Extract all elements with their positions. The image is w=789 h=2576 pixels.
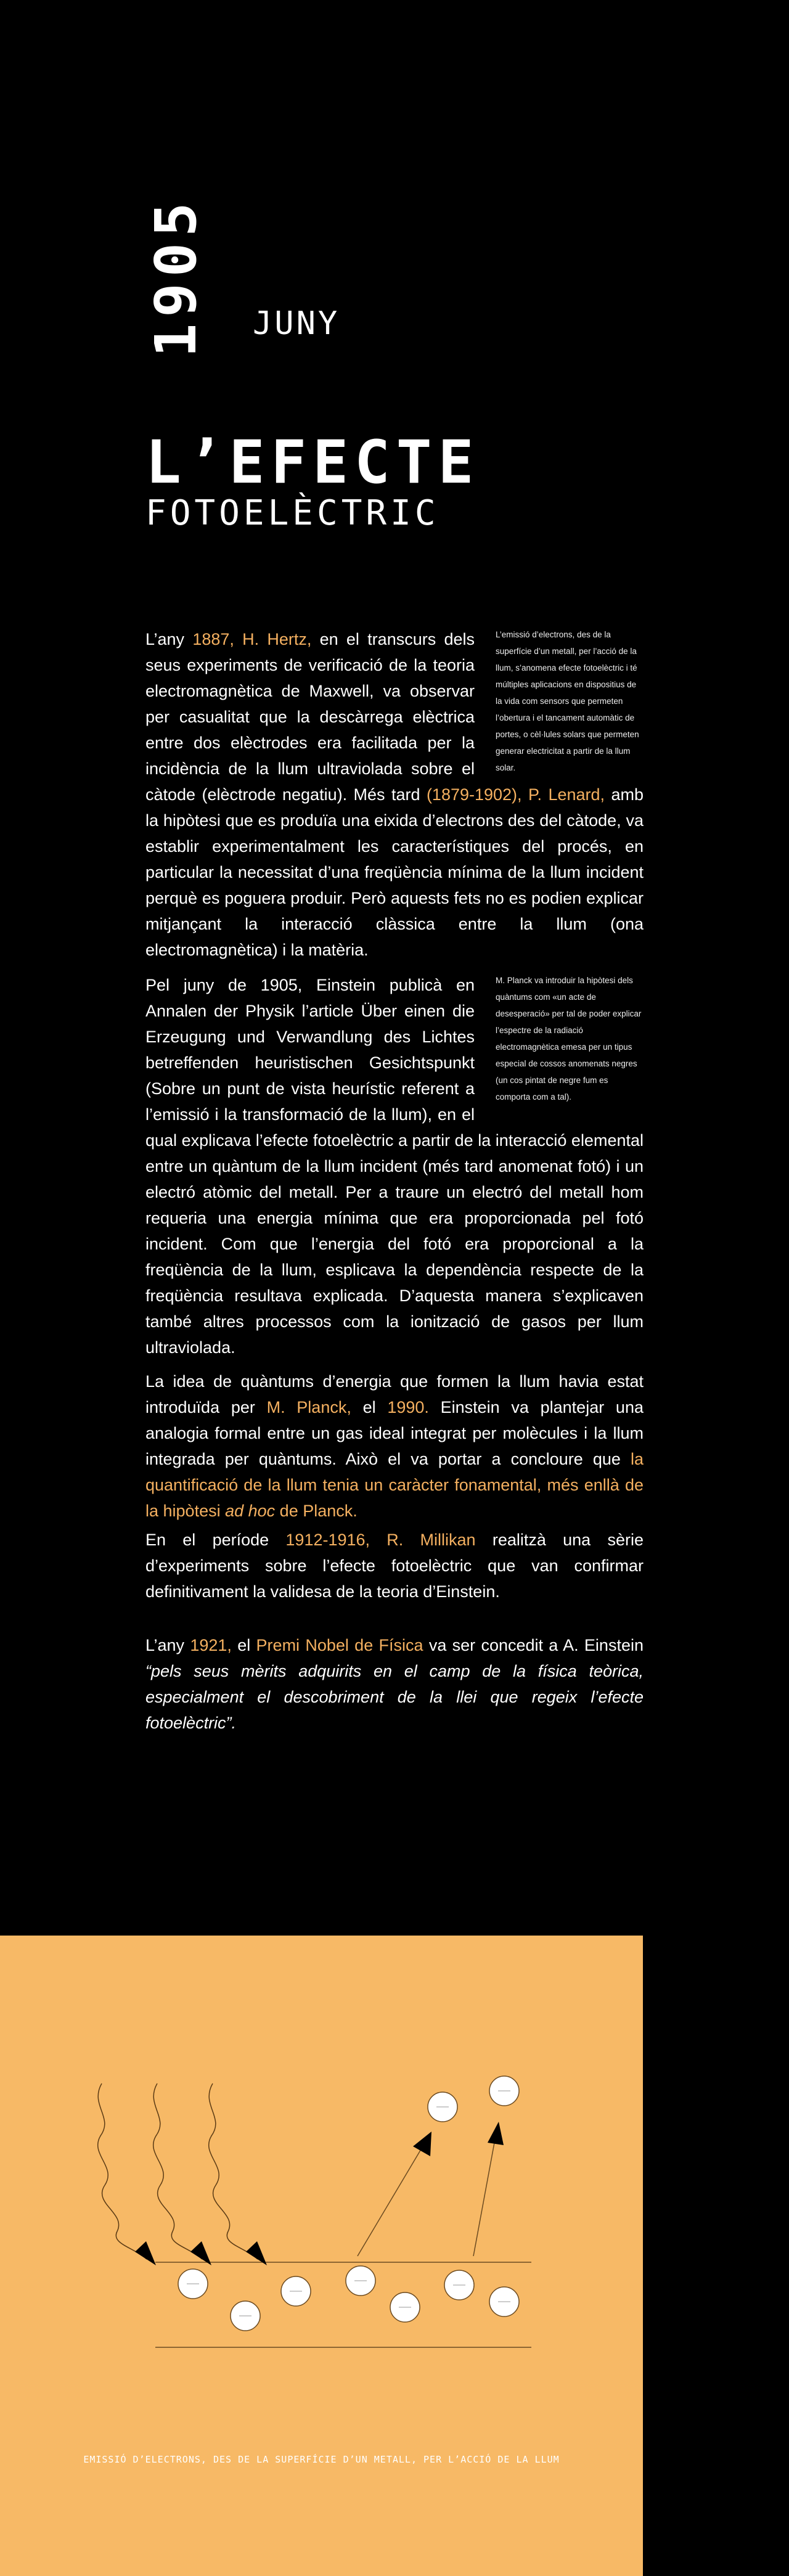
highlight-lenard: (1879-1902), P. Lenard, xyxy=(426,785,605,804)
light-wave-3 xyxy=(209,2083,258,2259)
light-arrowhead-2 xyxy=(190,2241,211,2265)
highlight-hertz: 1887, H. Hertz, xyxy=(192,630,312,648)
light-arrowhead-3 xyxy=(246,2241,267,2265)
metal-electron xyxy=(281,2276,311,2306)
light-wave-1 xyxy=(98,2083,147,2259)
highlight-planck: M. Planck, xyxy=(266,1398,351,1417)
year-heading: 1905 xyxy=(143,196,209,358)
figure-caption: EMISSIÓ D’ELECTRONS, DES DE LA SUPERFÍCIE D’UN METALL, PER L’ACCIÓ DE LA LLUM xyxy=(83,2454,560,2465)
paragraph-millikan: En el període 1912-1916, R. Millikan realitzà una sèrie d’experiments sobre l’efecte fotoelèctric que van confirmar definitivament la validesa de la teoria d’Einstein. xyxy=(145,1531,644,1601)
emitted-electron xyxy=(489,2076,519,2106)
metal-electron xyxy=(178,2269,208,2299)
light-wave-2 xyxy=(153,2083,202,2259)
metal-electron xyxy=(231,2301,260,2331)
sidenote-photoelectric: L’emissió d’electrons, des de la superfície d’un metall, per l’acció de la llum, s’anomena efecte fotoelèctric i té múltiples aplicacions en dispositius de la vida com sensors que permeten l’obertura i el tancament automàtic de portes, o cèl·lules solars que permeten generar electricitat a partir de la llum solar. xyxy=(496,630,639,772)
highlight-nobel-prize: Premi Nobel de Física xyxy=(256,1636,423,1654)
paragraph-nobel: L’any 1921, el Premi Nobel de Física va ser concedit a A. Einstein “pels seus mèrits adquirits en el camp de la física teòrica, especialment el descobriment de la llei que regeix l’efecte fotoelèctric”. xyxy=(145,1636,644,1732)
metal-electron xyxy=(444,2270,474,2300)
electron-arrowhead-2 xyxy=(488,2122,504,2145)
metal-electron xyxy=(489,2287,519,2316)
photoelectric-diagram xyxy=(0,1936,643,2576)
highlight-millikan: 1912-1916, R. Millikan xyxy=(285,1531,476,1549)
paragraph-einstein: M. Planck va introduir la hipòtesi dels quàntums com «un acte de desesperació» per tal de poder explicar l’espectre de la radiació electromagnètica emesa per un tipus especial de cossos anomenats negres (un cos pintat de negre fum es comporta com a tal). Pel juny de 1905, Einstein publicà en Annalen der Physik l’article Über einen die Erzeugung und Verwandlung des Lichtes betreffenden heuristischen Gesichtspunkt (Sobre un punt de vista heurístic referent a l’emissió i la transformació de la llum), en el qual explicava l’efecte fotoelèctric a partir de la interacció elemental entre un quàntum de la llum incident (més tard anomenat fotó) i un electró atòmic del metall. Per a traure un electró del metall hom requeria una energia mínima que era proporcionada pel fotó incident. Com que l’energia del fotó era proporcional a la freqüència de la llum, esplicava la dependència respecte de la freqüència resultava explicada. D’aquesta manera s’explicaven també altres processos com la ionització de gasos per llum ultraviolada. xyxy=(145,972,644,1360)
electron-arrowhead-1 xyxy=(413,2132,431,2156)
highlight-year-planck: 1990. xyxy=(387,1398,429,1417)
metal-electron xyxy=(390,2292,420,2322)
paragraph-quanta: La idea de quàntums d’energia que formen la llum havia estat introduïda per M. Planck, el 1990. Einstein va plantejar una analogia formal entre un gas ideal integrat per molècules i la llum integrada per quàntums. Això el va portar a concloure que la quantificació de la llum tenia un caràcter fonamental, més enllà de la hipòtesi ad hoc de Planck. xyxy=(145,1372,644,1520)
title-line-2: FOTOELÈCTRIC xyxy=(145,493,439,533)
month-heading: JUNY xyxy=(253,305,340,342)
highlight-quantification: la quantificació de la llum tenia un caràcter fonamental, més enllà de la hipòtesi ad hoc de Planck. xyxy=(145,1450,644,1520)
nobel-quote: “pels seus mèrits adquirits en el camp de la física teòrica, especialment el descobriment de la llei que regeix l’efecte fotoelèctric”. xyxy=(145,1662,644,1732)
paragraph-hertz: L’emissió d’electrons, des de la superfície d’un metall, per l’acció de la llum, s’anomena efecte fotoelèctric i té múltiples aplicacions en dispositius de la vida com sensors que permeten l’obertura i el tancament automàtic de portes, o cèl·lules solars que permeten generar electricitat a partir de la llum solar. L’any 1887, H. Hertz, en el transcurs dels seus experiments de verificació de la teoria electromagnètica de Maxwell, va observar per casualitat que la descàrrega elèctrica entre dos elèctrodes era facilitada per la incidència de la llum ultraviolada sobre el càtode (elèctrode negatiu). Més tard (1879-1902), P. Lenard, amb la hipòtesi que es produïa una eixida d’electrons des del càtode, va establir experimentalment les característiques del procés, en particular la necessitat d’una freqüència mínima de la llum incident perquè es poguera produir. Però aquests fets no es podien explicar mitjançant la interacció clàssica entre la llum (ona electromagnètica) i la matèria. xyxy=(145,626,644,963)
highlight-year-nobel: 1921, xyxy=(190,1636,232,1654)
electron-path-2 xyxy=(473,2133,496,2256)
illustration-band xyxy=(0,1936,643,2576)
title-line-1: L’EFECTE xyxy=(145,428,480,497)
sidenote-planck: M. Planck va introduir la hipòtesi dels quàntums com «un acte de desesperació» per tal de poder explicar l’espectre de la radiació electromagnètica emesa per un tipus especial de cossos anomenats negres (un cos pintat de negre fum es comporta com a tal). xyxy=(496,976,642,1102)
metal-electron xyxy=(346,2266,375,2296)
light-arrowhead-1 xyxy=(135,2241,156,2265)
emitted-electron xyxy=(428,2092,457,2122)
electron-path-1 xyxy=(358,2142,425,2256)
